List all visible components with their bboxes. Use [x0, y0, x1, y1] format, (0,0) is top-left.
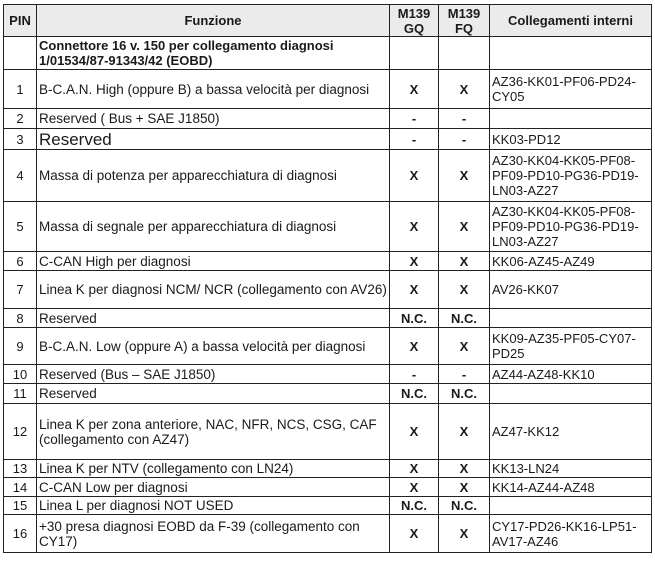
- m139gq-mark: X: [390, 460, 439, 478]
- function-description: Reserved (Bus – SAE J1850): [37, 365, 390, 384]
- m139fq-mark: -: [439, 109, 490, 129]
- internal-connections: AZ36-KK01-PF06-PD24-CY05: [490, 70, 652, 109]
- table-row: [4, 515, 652, 553]
- internal-connections: AZ30-KK04-KK05-PF08-PF09-PD10-PG36-PD19-LN03-AZ27: [490, 202, 652, 252]
- function-description: Linea K per zona anteriore, NAC, NFR, NCS, CSG, CAF (collegamento con AZ47): [37, 404, 390, 460]
- function-description: Linea K per NTV (collegamento con LN24): [37, 460, 390, 478]
- m139fq-mark: X: [439, 515, 490, 553]
- m139gq-mark: -: [390, 365, 439, 384]
- pin-number: 2: [4, 109, 37, 129]
- pin-table-container: [3, 4, 652, 553]
- pin-number: 14: [4, 478, 37, 497]
- m139gq-mark: X: [390, 252, 439, 271]
- m139fq-mark: X: [439, 150, 490, 202]
- table-row: [4, 478, 652, 497]
- table-row: [4, 309, 652, 328]
- m139gq-mark: X: [390, 202, 439, 252]
- table-row: [4, 150, 652, 202]
- m139gq-mark: X: [390, 271, 439, 309]
- m139fq-mark: X: [439, 404, 490, 460]
- table-row: [4, 109, 652, 129]
- table-row: [4, 460, 652, 478]
- pin-number: 12: [4, 404, 37, 460]
- connector-title: Connettore 16 v. 150 per collegamento diagnosi 1/01534/87-91343/42 (EOBD): [37, 37, 390, 70]
- table-row: [4, 129, 652, 150]
- internal-connections: AZ47-KK12: [490, 404, 652, 460]
- pin-number: 1: [4, 70, 37, 109]
- function-description: +30 presa diagnosi EOBD da F-39 (collegamento con CY17): [37, 515, 390, 553]
- m139gq-mark: X: [390, 70, 439, 109]
- header-m139gq: M139 GQ: [390, 5, 439, 37]
- internal-connections: AV26-KK07: [490, 271, 652, 309]
- internal-connections: AZ30-KK04-KK05-PF08-PF09-PD10-PG36-PD19-LN03-AZ27: [490, 150, 652, 202]
- internal-connections: KK13-LN24: [490, 460, 652, 478]
- m139gq-mark: X: [390, 478, 439, 497]
- pin-number: 15: [4, 497, 37, 515]
- table-row: [4, 252, 652, 271]
- function-description: Reserved: [37, 129, 390, 150]
- table-row: [4, 365, 652, 384]
- header-pin: PIN: [4, 5, 37, 37]
- internal-connections: [490, 497, 652, 515]
- table-row: [4, 497, 652, 515]
- m139gq-mark: -: [390, 109, 439, 129]
- table-row: [4, 328, 652, 365]
- m139gq-mark: N.C.: [390, 309, 439, 328]
- m139fq-mark: -: [439, 129, 490, 150]
- internal-connections: KK03-PD12: [490, 129, 652, 150]
- function-description: C-CAN Low per diagnosi: [37, 478, 390, 497]
- function-description: Reserved: [37, 384, 390, 404]
- internal-connections: [490, 109, 652, 129]
- header-m139fq: M139 FQ: [439, 5, 490, 37]
- header-funzione: Funzione: [37, 5, 390, 37]
- table-row: [4, 404, 652, 460]
- function-description: Massa di segnale per apparecchiatura di diagnosi: [37, 202, 390, 252]
- pin-number: 5: [4, 202, 37, 252]
- m139gq-mark: X: [390, 515, 439, 553]
- internal-connections: KK14-AZ44-AZ48: [490, 478, 652, 497]
- table-row: [4, 202, 652, 252]
- connector-links-cell: [490, 37, 652, 70]
- table-row: [4, 271, 652, 309]
- connector-gq-cell: [390, 37, 439, 70]
- function-description: Massa di potenza per apparecchiatura di diagnosi: [37, 150, 390, 202]
- connector-row: [4, 37, 652, 70]
- m139fq-mark: X: [439, 460, 490, 478]
- m139fq-mark: X: [439, 271, 490, 309]
- m139fq-mark: -: [439, 365, 490, 384]
- internal-connections: KK06-AZ45-AZ49: [490, 252, 652, 271]
- pin-number: 3: [4, 129, 37, 150]
- pin-number: 10: [4, 365, 37, 384]
- internal-connections: [490, 384, 652, 404]
- m139fq-mark: X: [439, 202, 490, 252]
- internal-connections: [490, 309, 652, 328]
- pin-number: 16: [4, 515, 37, 553]
- m139gq-mark: X: [390, 404, 439, 460]
- pin-number: 9: [4, 328, 37, 365]
- pin-number: 4: [4, 150, 37, 202]
- function-description: B-C.A.N. High (oppure B) a bassa velocità per diagnosi: [37, 70, 390, 109]
- function-description: Reserved: [37, 309, 390, 328]
- connector-fq-cell: [439, 37, 490, 70]
- m139fq-mark: X: [439, 478, 490, 497]
- header-row: [4, 5, 652, 37]
- connector-pin-cell: [4, 37, 37, 70]
- pin-number: 6: [4, 252, 37, 271]
- function-description: Linea K per diagnosi NCM/ NCR (collegamento con AV26): [37, 271, 390, 309]
- m139fq-mark: X: [439, 252, 490, 271]
- internal-connections: KK09-AZ35-PF05-CY07-PD25: [490, 328, 652, 365]
- table-row: [4, 70, 652, 109]
- m139fq-mark: N.C.: [439, 384, 490, 404]
- m139fq-mark: N.C.: [439, 309, 490, 328]
- function-description: Linea L per diagnosi NOT USED: [37, 497, 390, 515]
- m139gq-mark: N.C.: [390, 497, 439, 515]
- pin-number: 7: [4, 271, 37, 309]
- pin-number: 13: [4, 460, 37, 478]
- function-description: Reserved ( Bus + SAE J1850): [37, 109, 390, 129]
- m139gq-mark: -: [390, 129, 439, 150]
- pin-table: [3, 4, 652, 553]
- function-description: C-CAN High per diagnosi: [37, 252, 390, 271]
- m139gq-mark: N.C.: [390, 384, 439, 404]
- header-collegamenti: Collegamenti interni: [490, 5, 652, 37]
- pin-number: 11: [4, 384, 37, 404]
- internal-connections: AZ44-AZ48-KK10: [490, 365, 652, 384]
- m139fq-mark: X: [439, 70, 490, 109]
- internal-connections: CY17-PD26-KK16-LP51-AV17-AZ46: [490, 515, 652, 553]
- m139fq-mark: X: [439, 328, 490, 365]
- function-description: B-C.A.N. Low (oppure A) a bassa velocità per diagnosi: [37, 328, 390, 365]
- pin-number: 8: [4, 309, 37, 328]
- table-row: [4, 384, 652, 404]
- m139gq-mark: X: [390, 150, 439, 202]
- m139fq-mark: N.C.: [439, 497, 490, 515]
- m139gq-mark: X: [390, 328, 439, 365]
